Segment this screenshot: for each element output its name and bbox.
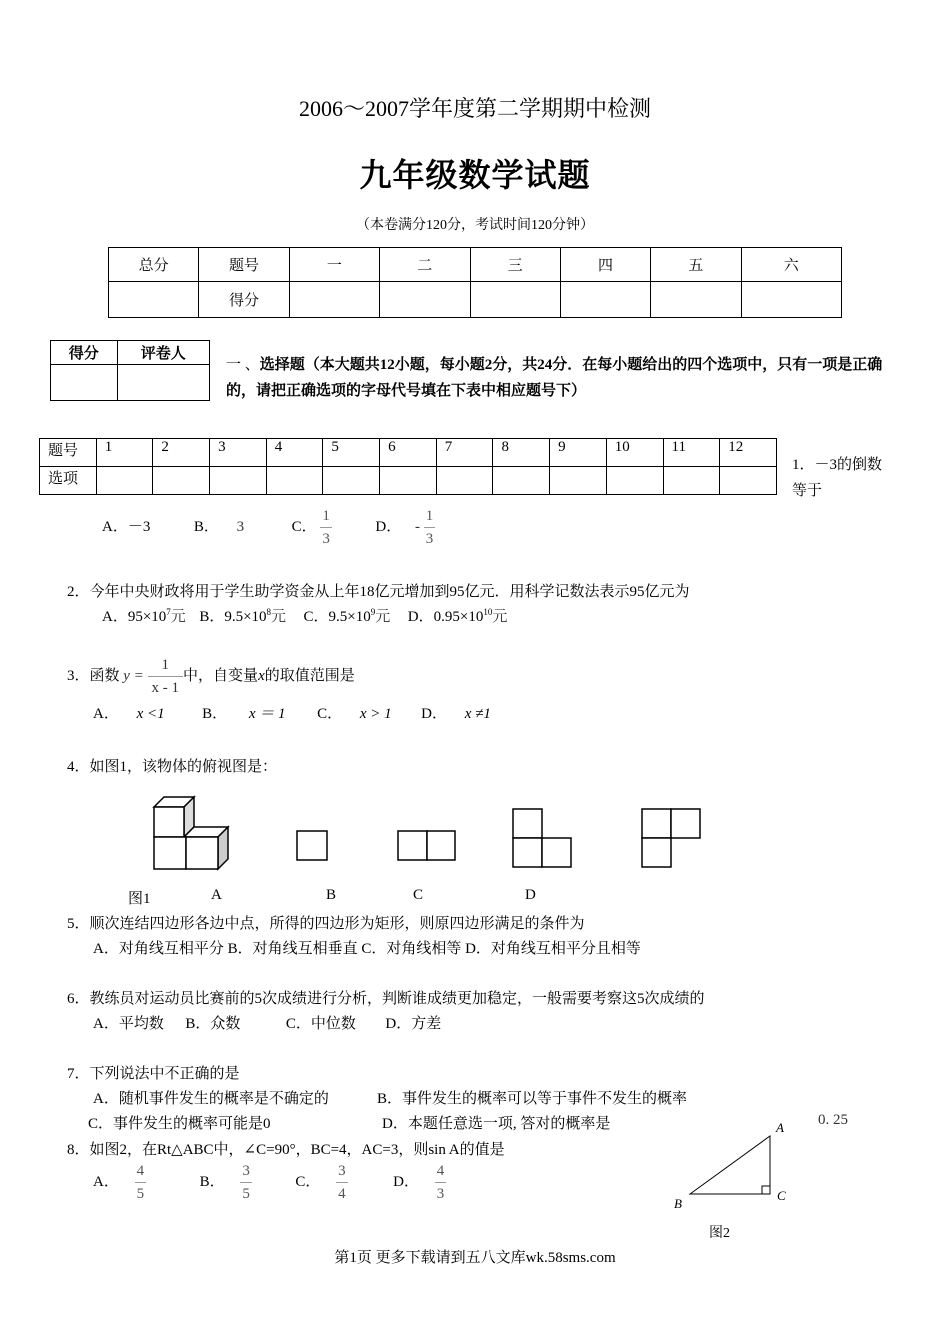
q2-option-a-exponent: 7 bbox=[166, 607, 171, 617]
q1-option-a: A．－3 bbox=[102, 518, 151, 535]
answer-cell[interactable] bbox=[96, 467, 153, 495]
q8-fraction-b: $\frac{3}{5}$ bbox=[240, 1160, 252, 1205]
answer-number: 7 bbox=[436, 439, 493, 467]
q1-fraction-c: $\frac{1}{3}$ bbox=[320, 505, 332, 550]
grader-box bbox=[50, 340, 210, 401]
answer-number: 8 bbox=[493, 439, 550, 467]
figure-1-label: 图1 bbox=[128, 891, 151, 907]
score-table-header: 二 bbox=[380, 248, 470, 282]
grader-score-label: 得分 bbox=[51, 341, 118, 365]
score-table-header: 一 bbox=[289, 248, 379, 282]
q2-option-c-exponent: 9 bbox=[370, 607, 376, 617]
grader-score-cell[interactable] bbox=[51, 365, 118, 401]
figure-1-cubes bbox=[150, 795, 235, 873]
q3-option-c-value: x > 1 bbox=[359, 706, 392, 722]
option-c-label: C bbox=[413, 887, 424, 903]
question-7-stem: 7．下列说法中不正确的是 bbox=[67, 1066, 240, 1082]
exam-period-title: 2006～2007学年度第二学期期中检测 bbox=[298, 96, 651, 121]
q8-option-c: C． bbox=[295, 1173, 321, 1190]
exam-title: 九年级数学试题 bbox=[359, 157, 591, 193]
answer-number: 2 bbox=[153, 439, 210, 467]
answer-number: 9 bbox=[550, 439, 607, 467]
q7-option-c: C．事件发生的概率可能是0 bbox=[88, 1116, 271, 1132]
exam-note: （本卷满分120分，考试时间120分钟） bbox=[356, 218, 594, 233]
answer-cell[interactable] bbox=[663, 467, 720, 495]
answer-cell[interactable] bbox=[436, 467, 493, 495]
question-8-stem: 8．如图2，在Rt△ABC中，∠C=90°，BC=4，AC=3，则sin A的值是 bbox=[67, 1142, 505, 1158]
figure-2-label: 图2 bbox=[709, 1226, 730, 1241]
question-3-options bbox=[93, 702, 491, 723]
answer-number: 5 bbox=[323, 439, 380, 467]
option-d-label: D bbox=[525, 887, 536, 903]
answer-cell[interactable] bbox=[153, 467, 210, 495]
q3-suffix-2: 的取值范围是 bbox=[264, 667, 355, 684]
q2-option-d-unit: 元 bbox=[492, 609, 508, 625]
score-table-header: 题号 bbox=[199, 248, 289, 282]
question-5-stem: 5．顺次连结四边形各边中点，所得的四边形为矩形，则原四边形满足的条件为 bbox=[67, 916, 585, 932]
q2-option-b: B．9.5×10 bbox=[199, 609, 267, 625]
score-table-header: 总分 bbox=[109, 248, 199, 282]
q3-option-b-value: x ＝ 1 bbox=[248, 706, 286, 722]
section-1-instructions: 选择题（本大题共12小题，每小题2分，共24分．在每小题给出的四个选项中，只有一项是正确的，请把正确选项的字母代号填在下表中相应题号下） bbox=[226, 357, 883, 399]
question-5-options: A．对角线互相平分 B．对角线互相垂直 C．对角线相等 D．对角线互相平分且相等 bbox=[93, 941, 641, 957]
q2-option-a-unit: 元 bbox=[170, 609, 186, 625]
question-6-options bbox=[93, 1012, 441, 1033]
score-cell[interactable] bbox=[380, 282, 470, 318]
question-8-options bbox=[93, 1160, 446, 1205]
question-3-stem bbox=[67, 654, 355, 699]
vertex-a-label: A bbox=[776, 1120, 784, 1135]
q3-fraction: $\frac{1}{x - 1}$ bbox=[148, 654, 184, 699]
question-4-stem: 4．如图1，该物体的俯视图是： bbox=[67, 759, 278, 775]
score-cell-total[interactable] bbox=[109, 282, 199, 318]
score-table-header: 五 bbox=[651, 248, 741, 282]
option-a-shape bbox=[296, 830, 328, 862]
q3-variable: x bbox=[258, 667, 265, 684]
q6-option-d: D．方差 bbox=[385, 1016, 442, 1032]
q2-option-c-unit: 元 bbox=[375, 609, 391, 625]
q3-option-a: A． bbox=[93, 706, 119, 722]
q2-option-b-unit: 元 bbox=[271, 609, 287, 625]
question-2-options bbox=[102, 605, 507, 626]
score-cell[interactable] bbox=[470, 282, 560, 318]
q3-option-c: C． bbox=[317, 706, 343, 722]
option-b-label: B bbox=[326, 887, 337, 903]
q7-option-d-value: 0. 25 bbox=[818, 1112, 848, 1128]
vertex-c-label: C bbox=[777, 1188, 786, 1203]
answer-number: 12 bbox=[720, 439, 777, 467]
q1-fraction-d: $\frac{1}{3}$ bbox=[424, 505, 436, 550]
answer-cell[interactable] bbox=[380, 467, 437, 495]
grader-name-label: 评卷人 bbox=[117, 341, 209, 365]
q3-option-d-value: x ≠1 bbox=[464, 706, 491, 722]
section-1-number: 一 、 bbox=[226, 357, 260, 373]
score-table bbox=[108, 247, 842, 318]
q8-fraction-a: $\frac{4}{5}$ bbox=[135, 1160, 147, 1205]
q2-option-a: A．95×10 bbox=[102, 609, 167, 625]
question-2-stem: 2．今年中央财政将用于学生助学资金从上年18亿元增加到95亿元．用科学记数法表示95亿元为 bbox=[67, 584, 690, 600]
score-table-header: 六 bbox=[741, 248, 841, 282]
answer-cell[interactable] bbox=[493, 467, 550, 495]
score-row-label: 得分 bbox=[199, 282, 289, 318]
q2-option-b-exponent: 8 bbox=[266, 607, 272, 617]
q2-option-d: D．0.95×10 bbox=[407, 609, 484, 625]
q8-option-b: B． bbox=[199, 1173, 225, 1190]
q3-option-b: B． bbox=[202, 706, 228, 722]
q3-option-a-value: x <1 bbox=[136, 706, 165, 722]
q1-option-d-sign: - bbox=[414, 518, 420, 535]
score-table-header: 四 bbox=[560, 248, 650, 282]
answer-number: 4 bbox=[266, 439, 323, 467]
answer-table bbox=[39, 438, 777, 495]
option-b-shape bbox=[397, 830, 457, 862]
score-cell[interactable] bbox=[741, 282, 841, 318]
q6-option-a: A．平均数 bbox=[93, 1016, 164, 1032]
q6-option-b: B．众数 bbox=[185, 1016, 241, 1032]
figure-2-triangle bbox=[670, 1115, 800, 1215]
q1-option-b: B． bbox=[193, 518, 219, 535]
option-c-shape bbox=[511, 808, 573, 868]
q7-option-b: B．事件发生的概率可以等于事件不发生的概率 bbox=[377, 1091, 688, 1107]
answer-table-row-label: 题号 bbox=[40, 439, 97, 467]
q8-option-a: A． bbox=[93, 1173, 119, 1190]
answer-cell[interactable] bbox=[323, 467, 380, 495]
answer-cell[interactable] bbox=[720, 467, 777, 495]
q3-y-equals: y = bbox=[123, 667, 144, 684]
page-footer: 第1页 更多下载请到五八文库wk.58sms.com bbox=[334, 1250, 616, 1266]
answer-cell[interactable] bbox=[210, 467, 267, 495]
score-cell[interactable] bbox=[289, 282, 379, 318]
answer-cell[interactable] bbox=[550, 467, 607, 495]
q3-option-d: D． bbox=[421, 706, 447, 722]
answer-number: 3 bbox=[210, 439, 267, 467]
score-cell[interactable] bbox=[651, 282, 741, 318]
vertex-b-label: B bbox=[674, 1196, 682, 1211]
q3-prefix: 3．函数 bbox=[67, 667, 120, 684]
question-1-options bbox=[102, 505, 435, 550]
score-table-header: 三 bbox=[470, 248, 560, 282]
q7-option-a: A．随机事件发生的概率是不确定的 bbox=[93, 1091, 329, 1107]
score-cell[interactable] bbox=[560, 282, 650, 318]
q3-suffix: 中，自变量 bbox=[183, 667, 259, 684]
option-d-shape bbox=[641, 808, 703, 868]
answer-number: 6 bbox=[380, 439, 437, 467]
answer-table-option-label: 选项 bbox=[40, 467, 97, 495]
q2-option-c: C．9.5×10 bbox=[303, 609, 371, 625]
q6-option-c: C．中位数 bbox=[285, 1016, 356, 1032]
question-1-stem: 1．－3的倒数等于 bbox=[792, 457, 883, 499]
q1-option-b-value: 3 bbox=[236, 518, 245, 535]
q8-fraction-c: $\frac{3}{4}$ bbox=[336, 1160, 348, 1205]
q1-option-c: C． bbox=[291, 518, 317, 535]
answer-number: 10 bbox=[606, 439, 663, 467]
q8-option-d: D． bbox=[393, 1173, 419, 1190]
option-a-label: A bbox=[211, 887, 222, 903]
q7-option-d: D．本题任意选一项, 答对的概率是 bbox=[382, 1116, 611, 1132]
q1-option-d: D． bbox=[375, 518, 402, 535]
answer-number: 1 bbox=[96, 439, 153, 467]
q2-option-d-exponent: 10 bbox=[483, 607, 493, 617]
answer-number: 11 bbox=[663, 439, 720, 467]
section-1-heading bbox=[226, 352, 886, 404]
q8-fraction-d: $\frac{4}{3}$ bbox=[435, 1160, 447, 1205]
answer-cell[interactable] bbox=[266, 467, 323, 495]
answer-cell[interactable] bbox=[606, 467, 663, 495]
grader-name-cell[interactable] bbox=[117, 365, 209, 401]
question-6-stem: 6．教练员对运动员比赛前的5次成绩进行分析，判断谁成绩更加稳定，一般需要考察这5次成绩的 bbox=[67, 991, 705, 1007]
